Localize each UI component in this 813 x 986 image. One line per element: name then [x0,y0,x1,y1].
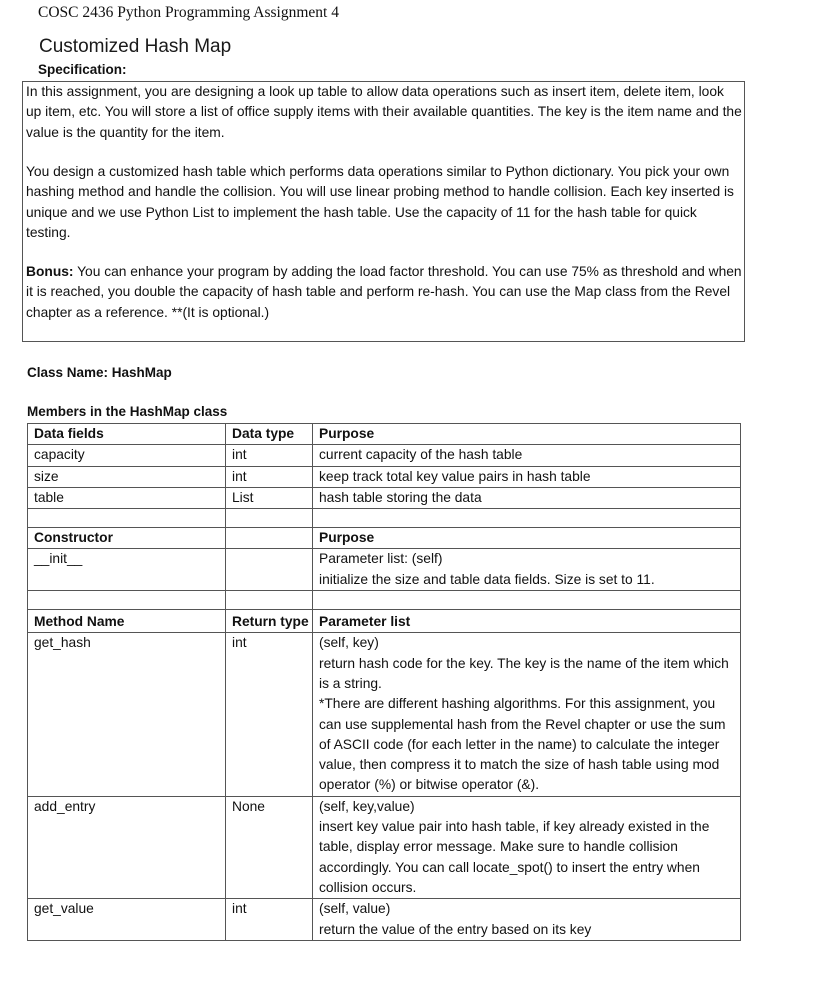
constructor-name: __init__ [28,549,226,591]
method-return: int [226,899,313,941]
method-signature: (self, key,value) [319,798,415,814]
empty-cell [226,528,313,549]
method-desc: return hash code for the key. The key is the name of the item which is a string. [319,655,729,691]
method-params [313,899,741,941]
members-table [27,423,741,941]
intro-paragraph: In this assignment, you are designing a look up table to allow data operations such as insert item, delete item, look up item, etc. You will store a list of office supply items with their available quantities. The key is the item name and the value is the quantity for the item. [26,84,742,140]
table-row [28,633,741,796]
table-row [28,487,741,508]
data-fields-header-row [28,424,741,445]
bonus-paragraph [26,262,742,323]
data-type-header: Data type [226,424,313,445]
specification-label: Specification: [38,62,127,77]
return-type-header: Return type [226,610,313,633]
document-header: COSC 2436 Python Programming Assignment 4 [38,4,339,21]
bonus-text: You can enhance your program by adding the load factor threshold. You can use 75% as threshold and when it is reached, you double the capacity of hash table and perform re-hash. You can use the Map class from the Revel chapter as a reference. **(It is optional.) [26,264,742,320]
constructor-row [28,549,741,591]
method-signature: (self, value) [319,901,391,917]
spacer-row [28,509,741,528]
method-name: get_value [28,899,226,941]
method-params [313,633,741,796]
constructor-header: Constructor [28,528,226,549]
method-note: *There are different hashing algorithms. For this assignment, you can use supplemental hash from the Revel chapter or use the sum of ASCII code (for each letter in the name) to calculate the integer value, then compress it to match the size of hash table using mod operator (%) or bitwise operator (&). [319,696,726,793]
field-purpose: current capacity of the hash table [313,445,741,466]
document-title: Customized Hash Map [39,36,232,57]
method-signature: (self, key) [319,635,379,651]
field-name: capacity [28,445,226,466]
method-desc: return the value of the entry based on its key [319,921,592,937]
constructor-header-row [28,528,741,549]
field-name: size [28,466,226,487]
field-type: List [226,487,313,508]
parameter-list-header: Parameter list [313,610,741,633]
method-desc: insert key value pair into hash table, if key already existed in the table, display error message. Make sure to handle collision accordingly. You can call locate_spot() to insert the entry when collision occurs. [319,819,710,895]
table-row [28,796,741,898]
purpose-header: Purpose [313,424,741,445]
members-label: Members in the HashMap class [27,404,228,419]
method-return: int [226,633,313,796]
spacer-row [28,591,741,610]
field-purpose: keep track total key value pairs in hash table [313,466,741,487]
methods-header-row [28,610,741,633]
table-row [28,445,741,466]
bonus-label: Bonus: [26,264,74,279]
constructor-purpose-header: Purpose [313,528,741,549]
class-name-label: Class Name: HashMap [27,365,172,380]
table-row [28,466,741,487]
data-fields-header: Data fields [28,424,226,445]
method-params [313,796,741,898]
method-name-header: Method Name [28,610,226,633]
design-paragraph: You design a customized hash table which performs data operations similar to Python dictionary. You pick your own hashing method and handle the collision. You will use linear probing method to handle collision. Each key inserted is unique and we use Python List to implement the hash table. Use the capacity of 11 for the hash table for quick testing. [26,164,734,240]
method-name: get_hash [28,633,226,796]
method-name: add_entry [28,796,226,898]
method-return: None [226,796,313,898]
constructor-desc: initialize the size and table data fields. Size is set to 11. [319,571,655,587]
constructor-purpose [313,549,741,591]
field-type: int [226,466,313,487]
field-type: int [226,445,313,466]
table-row [28,899,741,941]
constructor-params: Parameter list: (self) [319,551,443,567]
field-name: table [28,487,226,508]
empty-cell [226,549,313,591]
field-purpose: hash table storing the data [313,487,741,508]
